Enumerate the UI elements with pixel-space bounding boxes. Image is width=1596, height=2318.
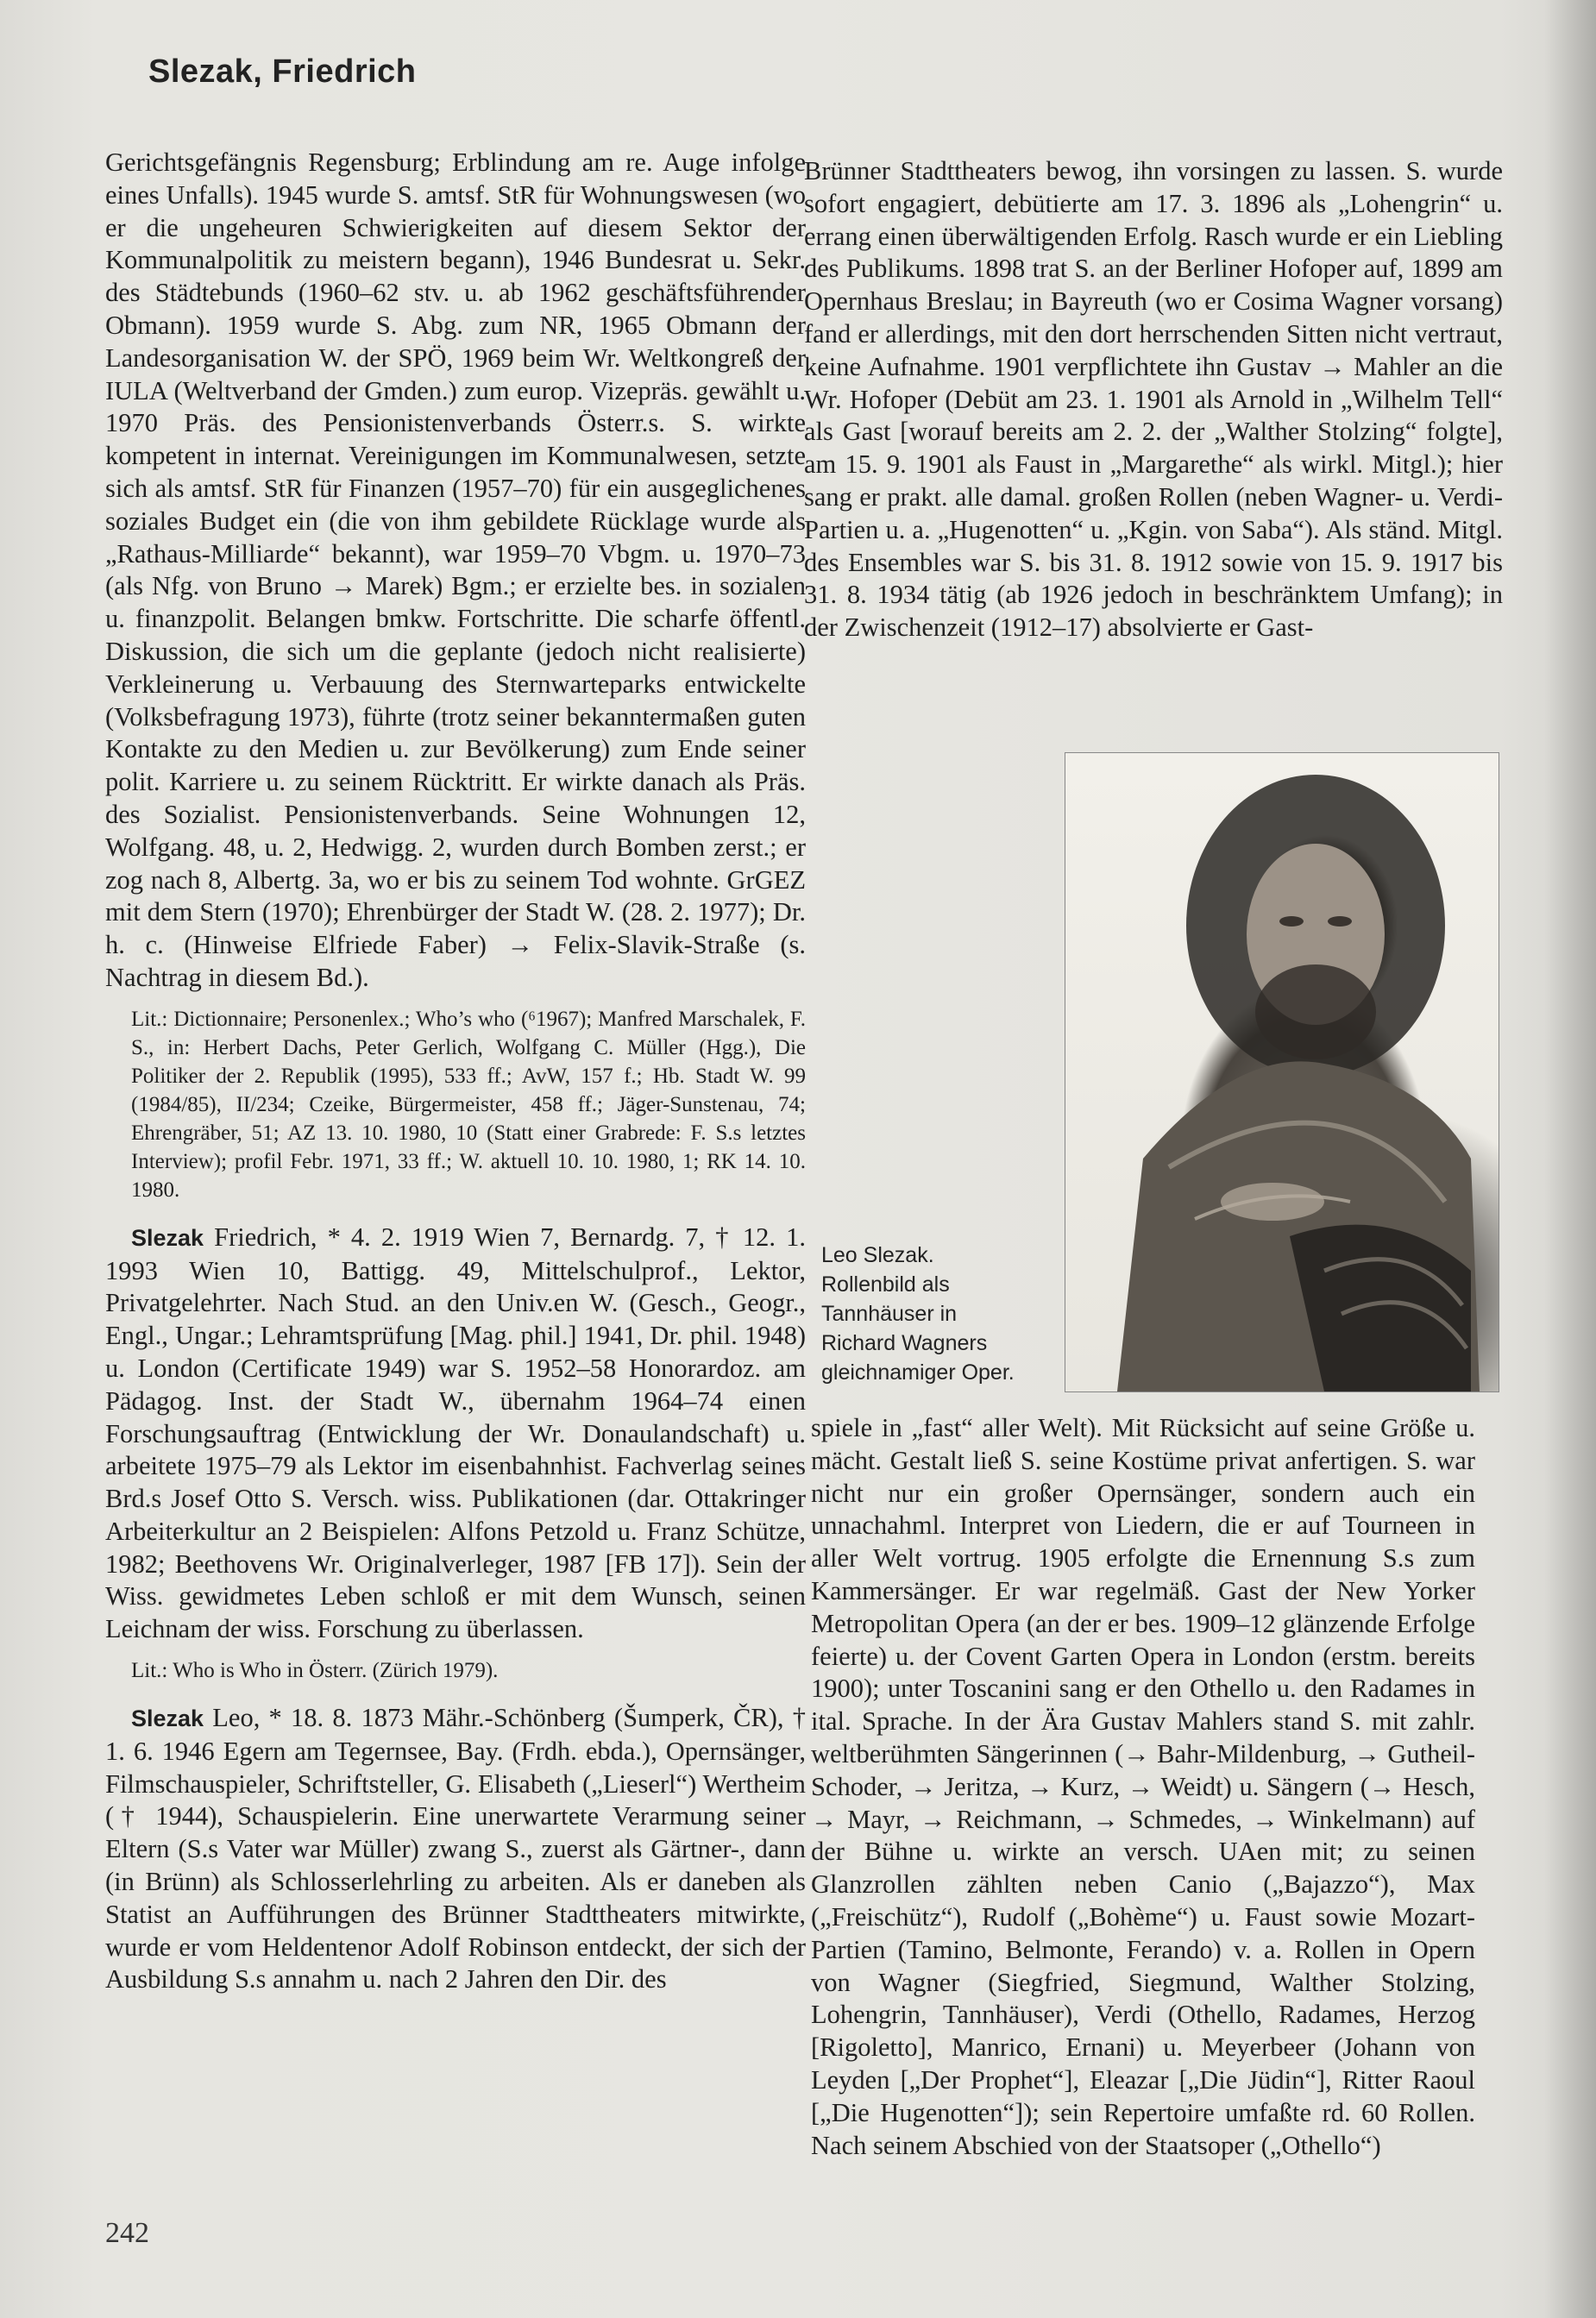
figure-caption — [821, 1241, 1063, 1387]
page-number: 242 — [105, 2217, 149, 2249]
portrait-illustration — [1065, 753, 1499, 1391]
caption-line: Leo Slezak. — [821, 1243, 934, 1267]
entry-headword: Slezak — [131, 1224, 204, 1251]
caption-line: Richard Wagners — [821, 1331, 988, 1355]
left-column — [105, 147, 806, 1996]
caption-line: Tannhäuser in — [821, 1302, 958, 1326]
entry-headword: Slezak — [131, 1706, 204, 1732]
entry-leo-continuation-top: Brünner Stadttheaters bewog, ihn vorsingen zu lassen. S. wurde sofort engagiert, debütierte am 17. 3. 1896 als „Lohengrin“ u. errang einen überwältigenden Erfolg. Rasch wurde er ein Liebling des Publikums. 1898 trat S. an der Berliner Hofoper auf, 1899 am Opernhaus Breslau; in Bayreuth (wo er Cosima Wagner vorsang) fand er allerdings, mit den dort herrschenden Sitten nicht vertraut, keine Aufnahme. 1901 verpflichtete ihn Gustav → Mahler an die Wr. Hofoper (Debüt am 23. 1. 1901 als Arnold in „Wilhelm Tell“ als Gast [worauf bereits am 2. 2. der „Walther Stolzing“ folgte], am 15. 9. 1901 als Faust in „Margarethe“ als wirkl. Mitgl.); hier sang er prakt. alle damal. großen Rollen (neben Wagner- u. Verdi-Partien u. a. „Hugenotten“ u. „Kgin. von Saba“). Als ständ. Mitgl. des Ensembles war S. bis 31. 8. 1912 sowie von 15. 9. 1917 bis 31. 8. 1934 tätig (ab 1926 jedoch in beschränktem Umfang); in der Zwischenzeit (1912–17) absolvierte er Gast- — [804, 156, 1503, 643]
binding-shadow — [1544, 0, 1596, 2318]
entry-friedrich-literature: Lit.: Who is Who in Österr. (Zürich 1979). — [131, 1659, 499, 1683]
right-column-top — [804, 155, 1503, 644]
entry-leo-continuation-bottom: spiele in „fast“ aller Welt). Mit Rücksicht auf seine Größe u. mächt. Gestalt ließ S. seine Kostüme privat anfertigen. S. war nicht nur ein großer Opernsänger, sondern auch ein unnachahml. Interpret von Liedern, die er auf Tourneen in aller Welt vortrug. 1905 erfolgte die Ernennung S.s zum Kammersänger. Er war regelmäß. Gast der New Yorker Metropolitan Opera (an der er bes. 1909–12 glänzende Erfolge feierte) u. der Covent Garten Opera in London (erstm. bereits 1900); unter Toscanini sang er den Othello u. den Radames in ital. Sprache. In der Ära Gustav Mahlers stand S. mit zahlr. weltberühmten Sängerinnen (→ Bahr-Mildenburg, → Gutheil-Schoder, → Jeritza, → Kurz, → Weidt) u. Sängern (→ Hesch, → Mayr, → Reichmann, → Schmedes, → Winkelmann) auf der Bühne u. wirkte an versch. UAen mit; zu seinen Glanzrollen zählten neben Canio („Bajazzo“), Max („Freischütz“), Rudolf („Bohème“) u. Faust sowie Mozart-Partien (Tamino, Belmonte, Ferando) v. a. Rollen in Opern von Wagner (Siegfried, Siegmund, Walther Stolzing, Lohengrin, Tannhäuser), Verdi (Othello, Radames, Herzog [Rigoletto], Manrico, Ernani) u. Meyerbeer (Johann von Leyden [„Der Prophet“], Eleazar [„Die Jüdin“], Ritter Raoul [„Die Hugenotten“]); sein Repertoire umfaßte rd. 60 Rollen. Nach seinem Abschied von der Staatsoper („Othello“) — [811, 1413, 1475, 2160]
entry-body: Leo, * 18. 8. 1873 Mähr.-Schönberg (Šumperk, ČR), † 1. 6. 1946 Egern am Tegernsee, Bay. (Frdh. ebda.), Opernsänger, Filmschauspieler, Schriftsteller, G. Elisabeth („Lieserl“) Wertheim († 1944), Schauspielerin. Eine unerwartete Verarmung seiner Eltern (S.s Vater war Müller) zwang S., zuerst als Gärtner-, dann (in Brünn) als Schlosserlehrling zu arbeiten. Als er daneben als Statist an Aufführungen des Brünner Stadttheaters mitwirkte, wurde er vom Heldentenor Adolf Robinson entdeckt, der sich der Ausbildung S.s annahm u. nach 2 Jahren den Dir. des — [105, 1703, 806, 1994]
running-head: Slezak, Friedrich — [148, 53, 417, 90]
entry-continuation-text: Gerichtsgefängnis Regensburg; Erblindung am re. Auge infolge eines Unfalls). 1945 wurde S. amtsf. StR für Wohnungswesen (wo er die ungeheuren Schwierigkeiten auf diesem Sektor der Kommunalpolitik zu meistern begann), 1946 Bundesrat u. Sekr. des Städtebunds (1960–62 stv. u. ab 1962 geschäftsführender Obmann). 1959 wurde S. Abg. zum NR, 1965 Obmann der Landesorganisation W. der SPÖ, 1969 beim Wr. Weltkongreß der IULA (Weltverband der Gmden.) zum europ. Vizepräs. gewählt u. 1970 Präs. des Pensionistenverbands Österr.s. S. wirkte kompetent in internat. Vereinigungen im Kommunalwesen, setzte sich als amtsf. StR für Finanzen (1957–70) für ein ausgeglichenes soziales Budget ein (die von ihm gebildete Rücklage wurde als „Rathaus-Milliarde“ bekannt), war 1959–70 Vbgm. u. 1970–73 (als Nfg. von Bruno → Marek) Bgm.; er erzielte bes. in sozialen u. finanzpolit. Belangen bmkw. Fortschritte. Die scharfe öffentl. Diskussion, die sich um die geplante (jedoch nicht realisierte) Verkleinerung u. Verbauung des Sternwarteparks entwickelte (Volksbefragung 1973), führte (trotz seiner bekanntermaßen guten Kontakte zu den Medien u. zur Bevölkerung) zum Ende seiner polit. Karriere u. zu seinem Rücktritt. Er wirkte danach als Präs. des Sozialist. Pensionistenverbands. Seine Wohnungen 12, Wolfgang. 48, u. 2, Hedwigg. 2, wurden durch Bomben zerst.; er zog nach 8, Albertg. 3a, wo er bis zu seinem Tod wohnte. GrGEZ mit dem Stern (1970); Ehrenbürger der Stadt W. (28. 2. 1977); Dr. h. c. (Hinweise Elfriede Faber) → Felix-Slavik-Straße (s. Nachtrag in diesem Bd.). — [105, 148, 806, 992]
caption-line: Rollenbild als — [821, 1272, 950, 1297]
right-column-bottom — [811, 1412, 1475, 2162]
entry-continuation-literature: Lit.: Dictionnaire; Personenlex.; Who’s who (⁶1967); Manfred Marschalek, F. S., in: Herbert Dachs, Peter Gerlich, Wolfgang C. Müller (Hgg.), Die Politiker der 2. Republik (1995), 533 ff.; AvW, 157 f.; Hb. Stadt W. 99 (1984/85), II/234; Czeike, Bürgermeister, 458 ff.; Jäger-Sunstenau, 74; Ehrengräber, 51; AZ 13. 10. 1980, 10 (Statt einer Grabrede: F. S.s letztes Interview); profil Febr. 1971, 33 ff.; W. aktuell 10. 10. 1980, 1; RK 14. 10. 1980. — [131, 1007, 806, 1202]
entry-body: Friedrich, * 4. 2. 1919 Wien 7, Bernardg. 7, † 12. 1. 1993 Wien 10, Battigg. 49, Mittelschulprof., Lektor, Privatgelehrter. Nach Stud. an den Univ.en W. (Gesch., Geogr., Engl., Ungar.; Lehramtsprüfung [Mag. phil.] 1941, Dr. phil. 1948) u. London (Certificate 1949) war S. 1952–58 Honorardoz. am Pädagog. Inst. der Stadt W., übernahm 1964–74 einen Forschungsauftrag (Entwicklung der Wr. Donaulandschaft) u. arbeitete 1975–79 als Lektor im eisenbahnhist. Fachverlag seines Brd.s Josef Otto S. Versch. wiss. Publikationen (dar. Ottakringer Arbeiterkultur an 2 Beispielen: Alfons Petzold u. Franz Schütze, 1982; Beethovens Wr. Originalverleger, 1987 [FB 17]). Sein der Wiss. gewidmetes Leben schloß er mit dem Wunsch, seinen Leichnam der wiss. Forschung zu überlassen. — [105, 1222, 806, 1644]
entry-leo-slezak — [105, 1702, 806, 1996]
entry-friedrich-slezak — [105, 1222, 806, 1646]
caption-line: gleichnamiger Oper. — [821, 1360, 1015, 1385]
portrait-photo — [1065, 752, 1499, 1392]
